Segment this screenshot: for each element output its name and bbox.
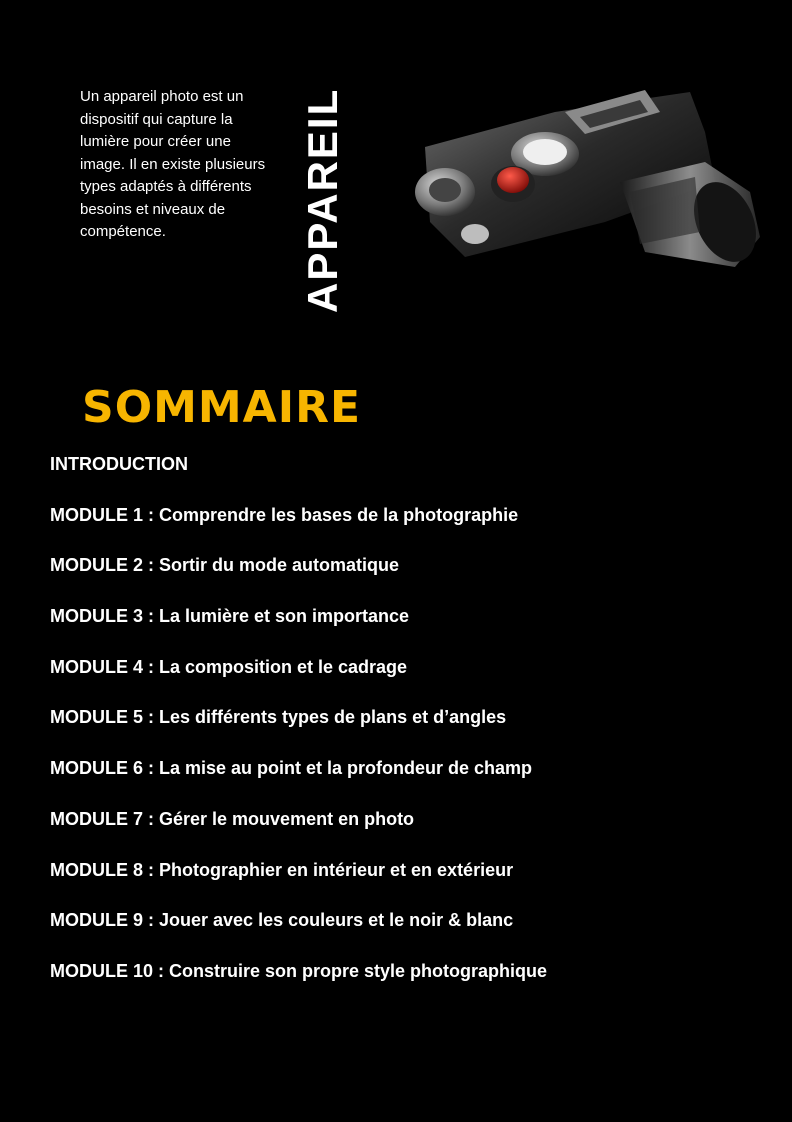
toc-item: MODULE 3 : La lumière et son importance: [50, 606, 410, 627]
sommaire-title: SOMMAIRE: [82, 382, 362, 433]
vertical-title: APPAREIL: [299, 87, 346, 313]
toc-item: MODULE 8 : Photographier en intérieur et en extérieur: [50, 859, 514, 880]
toc-item: MODULE 5 : Les différents types de plans et d’angles: [50, 707, 507, 728]
toc-item: MODULE 1 : Comprendre les bases de la photographie: [50, 504, 519, 525]
camera-icon: [405, 72, 765, 292]
intro-text: Un appareil photo est un dispositif qui capture la lumière pour créer une image. Il en existe plusieurs types adaptés à différents besoins et niveaux de compétence.: [80, 88, 266, 240]
toc-item: MODULE 6 : La mise au point et la profondeur de champ: [50, 758, 533, 779]
toc-item: INTRODUCTION: [50, 454, 188, 474]
toc-item: MODULE 10 : Construire son propre style photographique: [50, 960, 548, 981]
toc-item: MODULE 2 : Sortir du mode automatique: [50, 555, 400, 576]
toc-item: MODULE 9 : Jouer avec les couleurs et le noir & blanc: [50, 910, 514, 931]
toc-item: MODULE 4 : La composition et le cadrage: [50, 656, 408, 677]
table-of-contents: [50, 450, 750, 1008]
toc-item: MODULE 7 : Gérer le mouvement en photo: [50, 808, 415, 829]
